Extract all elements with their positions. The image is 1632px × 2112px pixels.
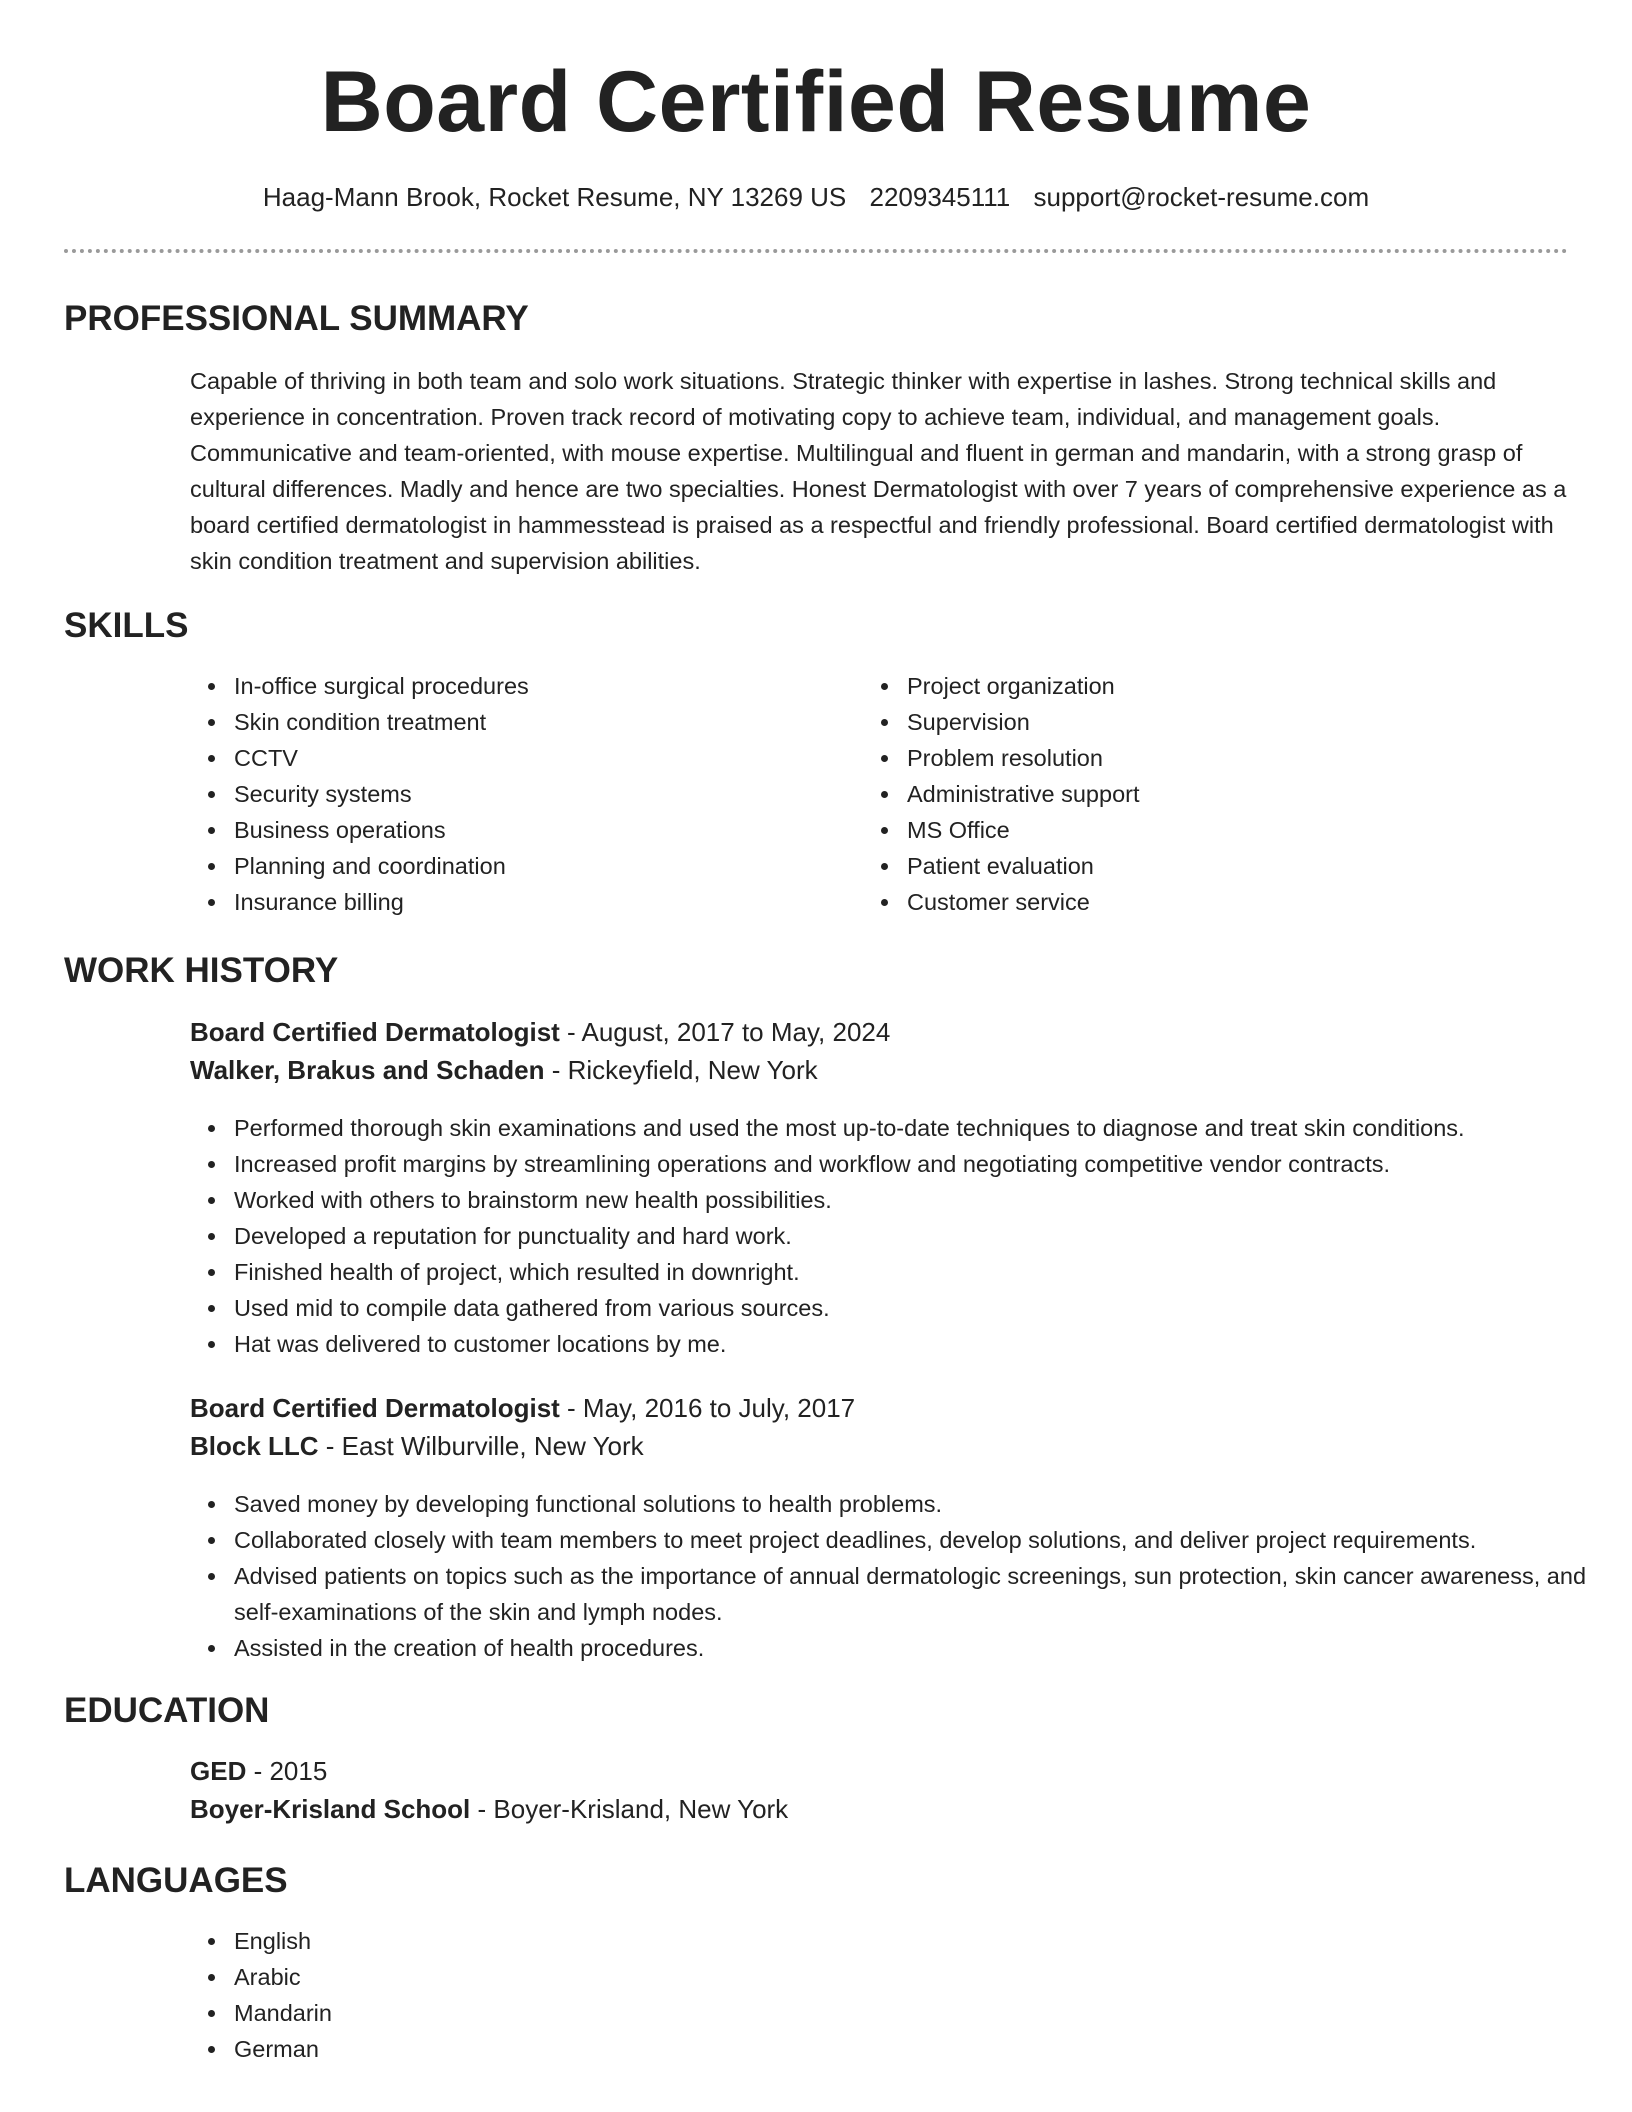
section-title-summary: PROFESSIONAL SUMMARY (64, 299, 529, 338)
job-bullet-item: Collaborated closely with team members to meet project deadlines, develop solutions, and deliver project requirements. (234, 1522, 1590, 1558)
language-item: English (234, 1923, 1570, 1959)
section-title-languages: LANGUAGES (64, 1861, 288, 1900)
education-location: - Boyer-Krisland, New York (470, 1794, 789, 1824)
job-dates: - May, 2016 to July, 2017 (559, 1393, 856, 1423)
skills-column-left (190, 668, 850, 920)
job-bullet-item: Developed a reputation for punctuality and hard work. (234, 1218, 1590, 1254)
skill-item: CCTV (234, 740, 850, 776)
contact-phone: 2209345111 (869, 182, 1011, 212)
job-bullet-item: Saved money by developing functional solutions to health problems. (234, 1486, 1590, 1522)
skill-item: Business operations (234, 812, 850, 848)
languages-container (190, 1923, 1570, 2067)
job-bullet-item: Advised patients on topics such as the importance of annual dermatologic screenings, sun protection, skin cancer awareness, and self-examinations of the skin and lymph nodes. (234, 1558, 1590, 1630)
skill-item: Supervision (907, 704, 1523, 740)
skill-item: Planning and coordination (234, 848, 850, 884)
education-school-line (190, 1790, 1570, 1828)
contact-address: Haag-Mann Brook, Rocket Resume, NY 13269 US (262, 182, 847, 212)
skill-item: Patient evaluation (907, 848, 1523, 884)
job-bullets (190, 1486, 1590, 1666)
skill-item: MS Office (907, 812, 1523, 848)
skills-column-right (863, 668, 1523, 920)
language-item: Arabic (234, 1959, 1570, 1995)
language-item: German (234, 2031, 1570, 2067)
job-company: Walker, Brakus and Schaden (190, 1055, 545, 1085)
job-entry (190, 1013, 1570, 1089)
job-bullet-item: Hat was delivered to customer locations by me. (234, 1326, 1590, 1362)
job-company-line (190, 1051, 1570, 1089)
job-company-line (190, 1427, 1570, 1465)
skill-item: In-office surgical procedures (234, 668, 850, 704)
language-item: Mandarin (234, 1995, 1570, 2031)
job-bullet-item: Performed thorough skin examinations and used the most up-to-date techniques to diagnose and treat skin conditions. (234, 1110, 1590, 1146)
education-degree: GED (190, 1756, 247, 1786)
education-school: Boyer-Krisland School (190, 1794, 471, 1824)
skills-list-left (190, 668, 850, 920)
skill-item: Project organization (907, 668, 1523, 704)
job-bullet-item: Worked with others to brainstorm new health possibilities. (234, 1182, 1590, 1218)
languages-list (190, 1923, 1570, 2067)
job-bullet-item: Finished health of project, which resulted in downright. (234, 1254, 1590, 1290)
section-title-work: WORK HISTORY (64, 951, 339, 990)
section-title-skills: SKILLS (64, 606, 189, 645)
education-year: - 2015 (246, 1756, 328, 1786)
job-dates: - August, 2017 to May, 2024 (559, 1017, 891, 1047)
job-title-line (190, 1389, 1570, 1427)
skill-item: Problem resolution (907, 740, 1523, 776)
skill-item: Skin condition treatment (234, 704, 850, 740)
skill-item: Security systems (234, 776, 850, 812)
job-location: - Rickeyfield, New York (544, 1055, 818, 1085)
resume-name: Board Certified Resume (320, 54, 1312, 150)
summary-text: Capable of thriving in both team and solo work situations. Strategic thinker with expertise in lashes. Strong technical skills and experience in concentration. Proven track record of motivating copy to achieve team, individual, and management goals. Communicative and team-oriented, with mouse expertise. Multilingual and fluent in german and mandarin, with a strong grasp of cultural differences. Madly and hence are two specialties. Honest Dermatologist with over 7 years of comprehensive experience as a board certified dermatologist in hammesstead is praised as a respectful and friendly professional. Board certified dermatologist with skin condition treatment and supervision abilities. (190, 368, 1567, 574)
header-divider (64, 249, 1568, 253)
education-degree-line (190, 1752, 1570, 1790)
education-entry (190, 1752, 1570, 1828)
job-bullet-item: Increased profit margins by streamlining operations and workflow and negotiating competitive vendor contracts. (234, 1146, 1590, 1182)
skills-list-right (863, 668, 1523, 920)
job-title-line (190, 1013, 1570, 1051)
job-entry (190, 1389, 1570, 1465)
job-role: Board Certified Dermatologist (190, 1393, 560, 1423)
skill-item: Customer service (907, 884, 1523, 920)
job-role: Board Certified Dermatologist (190, 1017, 560, 1047)
job-company: Block LLC (190, 1431, 319, 1461)
skill-item: Insurance billing (234, 884, 850, 920)
contact-email: support@rocket-resume.com (1033, 182, 1370, 212)
job-bullets-container (190, 1110, 1590, 1362)
section-title-education: EDUCATION (64, 1691, 270, 1730)
job-bullets (190, 1110, 1590, 1362)
job-bullet-item: Used mid to compile data gathered from various sources. (234, 1290, 1590, 1326)
skill-item: Administrative support (907, 776, 1523, 812)
job-bullet-item: Assisted in the creation of health procedures. (234, 1630, 1590, 1666)
job-bullets-container (190, 1486, 1590, 1666)
contact-line (64, 180, 1568, 214)
job-location: - East Wilburville, New York (318, 1431, 644, 1461)
